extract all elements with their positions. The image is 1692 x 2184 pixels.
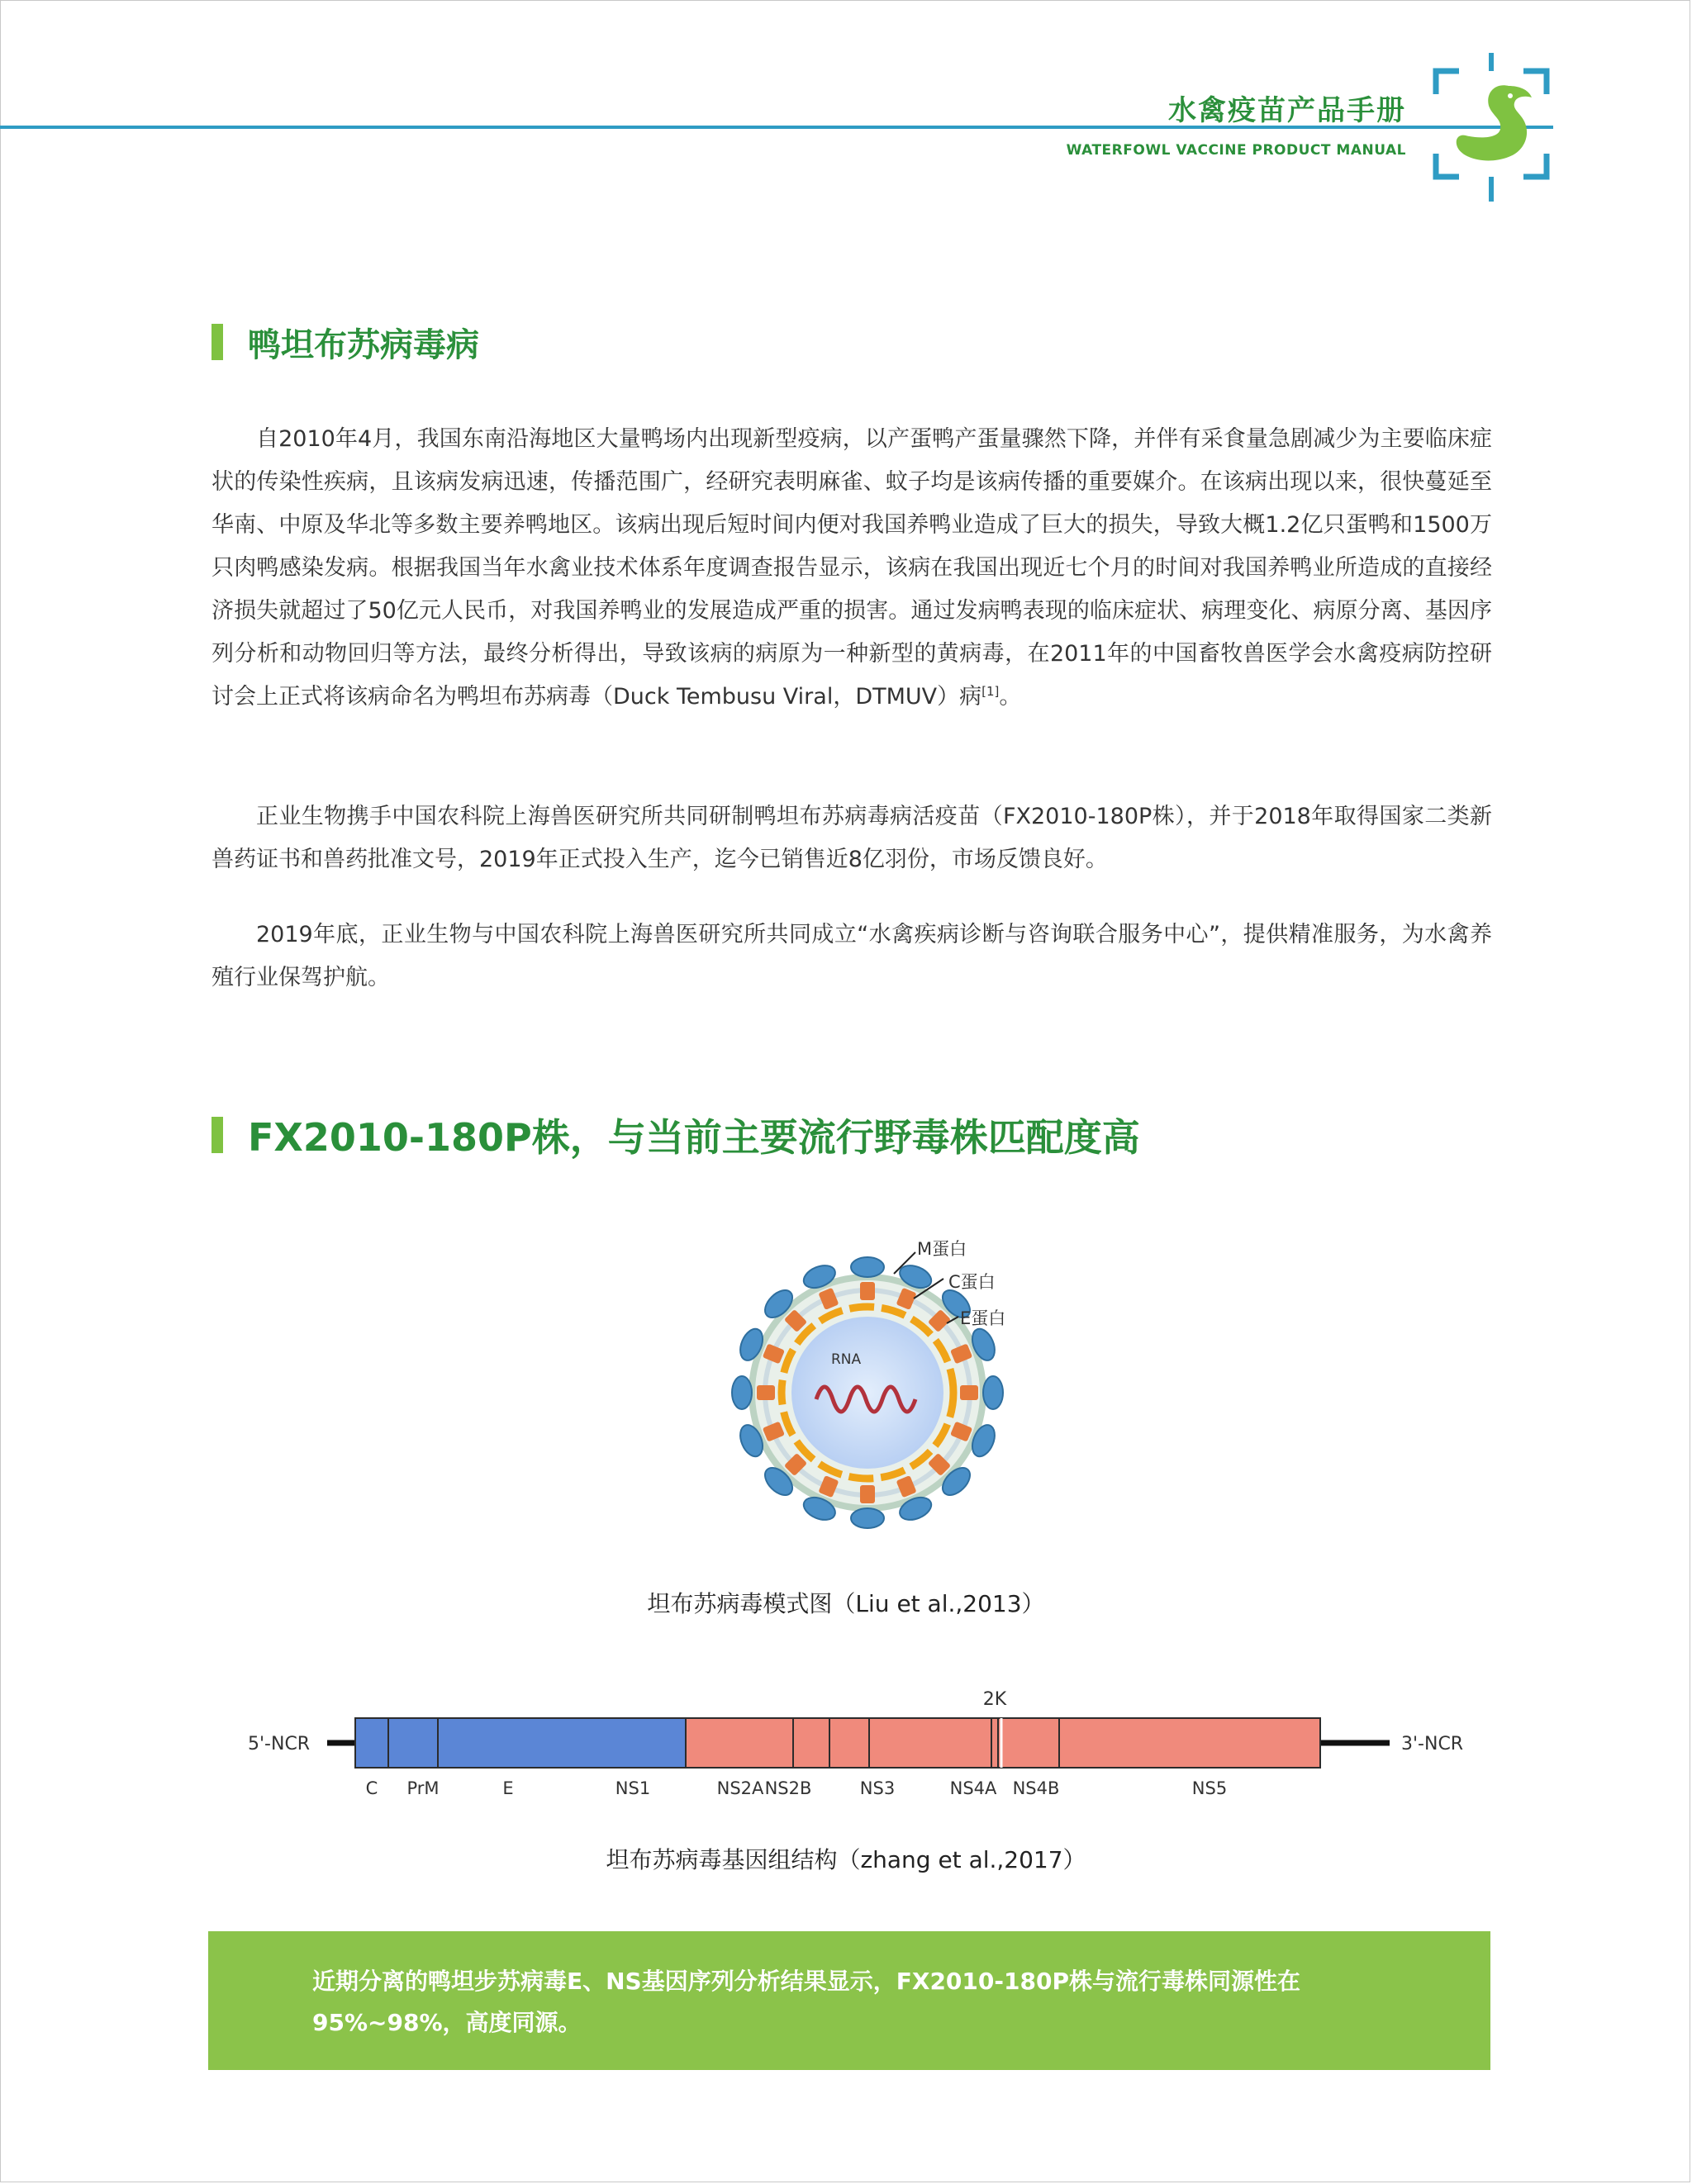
segment-label-ns3: NS3 <box>859 1778 896 1798</box>
heading-text: FX2010-180P株，与当前主要流行野毒株匹配度高 <box>248 1115 1140 1160</box>
virion-core <box>791 1317 943 1469</box>
segment-label-ns2a: NS2A <box>716 1778 764 1798</box>
nonstructural-region <box>686 1718 1320 1768</box>
homology-banner <box>208 1931 1490 2070</box>
e-protein <box>983 1376 1003 1409</box>
paragraph-end: 。 <box>999 684 1022 710</box>
section-heading-strain-match <box>212 1115 1140 1160</box>
e-protein <box>851 1257 884 1277</box>
banner-text: 近期分离的鸭坦步苏病毒E、NS基因序列分析结果显示，FX2010-180P株与流行毒株同源性在95%~98%，高度同源。 <box>312 1968 1300 2036</box>
e-protein <box>732 1376 752 1409</box>
genome-diagram <box>248 1675 1471 1807</box>
segment-label-ns1: NS1 <box>615 1778 651 1798</box>
virion-caption: 坦布苏病毒模式图（Liu et al.,2013） <box>647 1590 1045 1617</box>
m-protein <box>757 1385 775 1400</box>
genome-caption: 坦布苏病毒基因组结构（zhang et al.,2017） <box>606 1846 1086 1873</box>
label-c-protein: C蛋白 <box>948 1272 996 1292</box>
m-protein <box>860 1485 875 1503</box>
manual-title: 水禽疫苗产品手册 <box>1168 94 1406 127</box>
heading-text: 鸭坦布苏病毒病 <box>248 325 479 364</box>
segment-label-c: C <box>365 1778 378 1798</box>
paragraph-service-center: 2019年底，正业生物与中国农科院上海兽医研究所共同成立“水禽疾病诊断与咨询联合服务中心”，提供精准服务，为水禽养殖行业保驾护航。 <box>212 922 1492 990</box>
segment-label-prm: PrM <box>406 1778 440 1798</box>
segment-label-ns4b: NS4B <box>1012 1778 1060 1798</box>
e-protein <box>851 1508 884 1528</box>
structural-region <box>355 1718 686 1768</box>
paragraph-text: 自2010年4月，我国东南沿海地区大量鸭场内出现新型疫病，以产蛋鸭产蛋量骤然下降，并伴有采食量急剧减少为主要临床症状的传染性疾病，且该病发病迅速，传播范围广，经研究表明麻雀、蚊子均是该病传播的重要媒介。在该病出现以来，很快蔓延至华南、中原及华北等多数主要养鸭地区。该病出现后短时间内便对我国养鸭业造成了巨大的损失，导致大概1.2亿只蛋鸭和1500万只肉鸭感染发病。根据我国当年水禽业技术体系年度调查报告显示，该病在我国出现近七个月的时间对我国养鸭业所造成的直接经济损失就超过了50亿元人民币，对我国养鸭业的发展造成严重的损害。通过发病鸭表现的临床症状、病理变化、病原分离、基因序列分析和动物回归等方法，最终分析得出，导致该病的病原为一种新型的黄病毒，在2011年的中国畜牧兽医学会水禽疫病防控研讨会上正式将该病命名为鸭坦布苏病毒（Duck Tembusu Viral，DTMUV）病 <box>212 426 1492 710</box>
label-e-protein: E蛋白 <box>960 1308 1006 1328</box>
m-protein <box>860 1282 875 1300</box>
paragraph-background <box>212 418 1492 719</box>
heading-accent-bar <box>212 324 223 360</box>
citation-marker: [1] <box>981 684 1000 699</box>
section-heading-tembusu <box>212 322 479 362</box>
duck-logo-icon <box>1429 53 1553 202</box>
m-protein <box>960 1385 978 1400</box>
segment-label-ns2b: NS2B <box>764 1778 812 1798</box>
label-3-ncr: 3'-NCR <box>1401 1734 1464 1754</box>
segment-label-ns5: NS5 <box>1191 1778 1228 1798</box>
label-rna: RNA <box>831 1351 862 1368</box>
label-5-ncr: 5'-NCR <box>248 1734 311 1754</box>
segment-label-ns4a: NS4A <box>949 1778 997 1798</box>
paragraph-vaccine-development: 正业生物携手中国农科院上海兽医研究所共同研制鸭坦布苏病毒病活疫苗（FX2010-180P株），并于2018年取得国家二类新兽药证书和兽药批准文号，2019年正式投入生产，迄今已销售近8亿羽份，市场反馈良好。 <box>212 804 1492 872</box>
label-2k: 2K <box>982 1689 1007 1710</box>
heading-accent-bar <box>212 1117 223 1153</box>
label-m-protein: M蛋白 <box>917 1239 967 1259</box>
segment-label-e: E <box>502 1778 514 1798</box>
manual-subtitle: WATERFOWL VACCINE PRODUCT MANUAL <box>1066 142 1406 159</box>
